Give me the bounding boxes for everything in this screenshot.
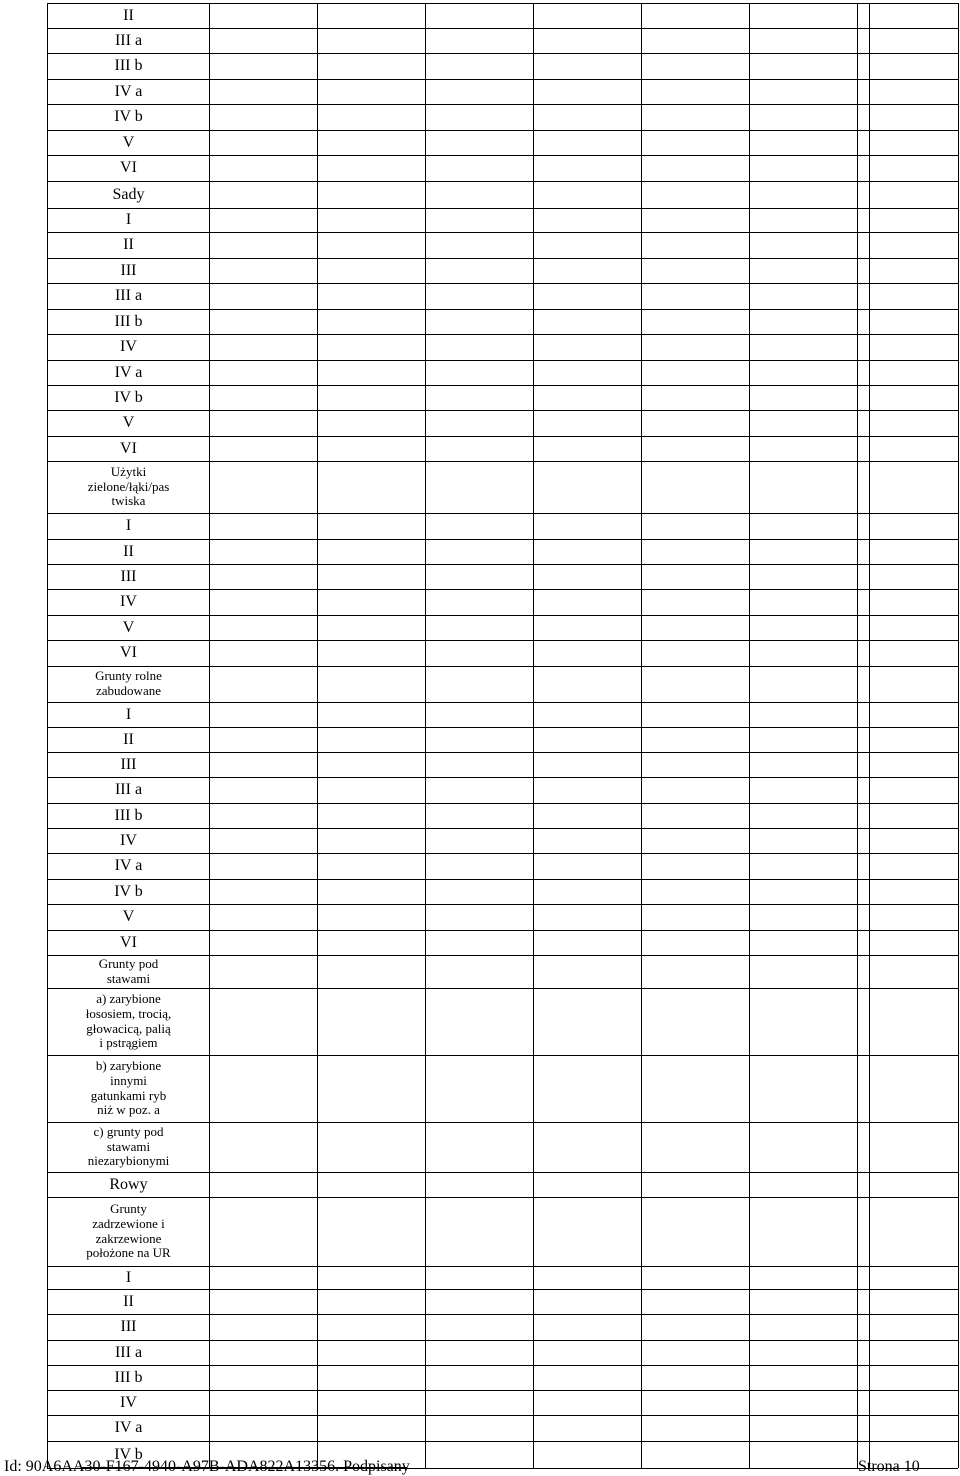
row-divider (47, 1314, 958, 1315)
row-label (48, 904, 209, 930)
row-label-line: III b (114, 57, 143, 75)
row-label-line: stawami (106, 1138, 151, 1154)
row-label-line: IV a (114, 363, 143, 381)
row-divider (47, 208, 958, 209)
row-divider (47, 615, 958, 616)
row-label (48, 1314, 209, 1340)
row-divider (47, 309, 958, 310)
row-label (48, 1122, 209, 1172)
row-label-line: VI (120, 644, 137, 662)
row-label (48, 589, 209, 615)
row-label (48, 752, 209, 777)
row-label (48, 1055, 209, 1122)
row-divider (47, 513, 958, 514)
row-label-line: stawami (106, 970, 151, 986)
row-label (48, 104, 209, 130)
row-divider (47, 702, 958, 703)
page-number: Strona 10 (858, 1458, 920, 1475)
row-label-line: twiska (111, 493, 146, 509)
row-label (48, 410, 209, 436)
row-divider (47, 1197, 958, 1198)
column-divider (641, 3, 642, 1468)
row-label (48, 1390, 209, 1415)
row-label-line: IV a (114, 857, 143, 875)
row-label (48, 615, 209, 640)
row-label-line: III b (114, 806, 143, 824)
row-divider (47, 1289, 958, 1290)
row-label (48, 79, 209, 104)
row-label-line: Rowy (109, 1175, 148, 1193)
row-label-line: III (120, 755, 137, 773)
row-label (48, 130, 209, 155)
row-label (48, 309, 209, 334)
row-label-line: II (123, 1292, 134, 1310)
row-divider (47, 1390, 958, 1391)
row-label-line: Sady (112, 185, 145, 203)
row-label-line: III b (114, 312, 143, 330)
row-label-line: VI (120, 159, 137, 177)
row-divider (47, 410, 958, 411)
row-divider (47, 3, 958, 4)
row-label (48, 727, 209, 752)
row-divider (47, 828, 958, 829)
row-label (48, 955, 209, 988)
row-label-line: zadrzewione i (92, 1215, 165, 1231)
column-divider (47, 3, 48, 1468)
row-label (48, 640, 209, 666)
row-label-line: III (120, 1318, 137, 1336)
row-label-line: I (125, 1268, 132, 1286)
column-divider (425, 3, 426, 1468)
row-label (48, 385, 209, 410)
row-label (48, 702, 209, 727)
row-label-line: V (122, 908, 135, 926)
row-divider (47, 564, 958, 565)
row-divider (47, 777, 958, 778)
column-divider (209, 3, 210, 1468)
row-label-line: II (123, 6, 134, 24)
row-divider (47, 258, 958, 259)
row-label-line: IV (120, 338, 137, 356)
row-label-line: IV (120, 1393, 137, 1411)
row-label-line: głowacicą, palią (86, 1020, 171, 1036)
row-divider (47, 853, 958, 854)
row-label-line: gatunkami ryb (90, 1087, 167, 1103)
row-label (48, 360, 209, 385)
row-divider (47, 334, 958, 335)
row-label-line: IV b (114, 108, 143, 126)
row-label (48, 1197, 209, 1266)
row-label-line: V (122, 414, 135, 432)
row-label-line: położone na UR (86, 1245, 171, 1261)
row-label (48, 988, 209, 1055)
row-label (48, 513, 209, 539)
row-divider (47, 640, 958, 641)
row-label-line: IV (120, 593, 137, 611)
column-divider (869, 3, 870, 1468)
row-label-line: III b (114, 1368, 143, 1386)
row-label (48, 930, 209, 955)
row-divider (47, 1172, 958, 1173)
row-label (48, 853, 209, 879)
row-label-line: I (125, 517, 132, 535)
row-divider (47, 385, 958, 386)
row-divider (47, 461, 958, 462)
row-label-line: niezarybionymi (87, 1153, 170, 1169)
row-divider (47, 130, 958, 131)
row-divider (47, 1340, 958, 1341)
row-label-line: zabudowane (96, 683, 161, 698)
row-label-line: VI (120, 933, 137, 951)
row-label-line: III a (114, 781, 143, 799)
row-divider (47, 1415, 958, 1416)
row-label-line: III a (114, 31, 143, 49)
row-divider (47, 904, 958, 905)
row-divider (47, 1055, 958, 1056)
row-label-line: II (123, 236, 134, 254)
row-divider (47, 104, 958, 105)
row-divider (47, 1365, 958, 1366)
row-label-line: zielone/łąki/pas (87, 478, 170, 494)
row-divider (47, 181, 958, 182)
row-divider (47, 155, 958, 156)
column-divider (749, 3, 750, 1468)
row-divider (47, 232, 958, 233)
row-label-line: V (122, 618, 135, 636)
row-divider (47, 752, 958, 753)
row-label-line: II (123, 542, 134, 560)
row-label (48, 258, 209, 283)
row-label-line: I (125, 705, 132, 723)
row-divider (47, 1122, 958, 1123)
row-label (48, 1415, 209, 1441)
row-label (48, 181, 209, 208)
row-divider (47, 930, 958, 931)
row-label (48, 461, 209, 513)
row-label-line: Grunty pod (98, 955, 159, 971)
row-label (48, 564, 209, 589)
row-label-line: IV (120, 831, 137, 849)
row-label (48, 1172, 209, 1197)
row-divider (47, 1441, 958, 1442)
row-divider (47, 803, 958, 804)
row-label (48, 539, 209, 564)
row-divider (47, 436, 958, 437)
row-label-line: II (123, 730, 134, 748)
row-label-line: Grunty rolne (95, 668, 162, 684)
row-label-line: Grunty (110, 1201, 147, 1217)
row-divider (47, 879, 958, 880)
row-label (48, 803, 209, 828)
column-divider (317, 3, 318, 1468)
row-label-line: III a (114, 1343, 143, 1361)
row-label-line: a) zarybione (96, 991, 161, 1007)
row-label (48, 1289, 209, 1314)
row-label-line: IV b (114, 1445, 143, 1463)
row-divider (47, 955, 958, 956)
column-divider (958, 3, 959, 1468)
row-label (48, 1365, 209, 1390)
row-label (48, 3, 209, 28)
footer-strike-line (81, 1467, 407, 1468)
row-divider (47, 28, 958, 29)
row-label-line: c) grunty pod (93, 1124, 164, 1140)
row-label-line: zakrzewione (95, 1230, 162, 1246)
row-label-line: IV b (114, 882, 143, 900)
row-label-line: Użytki (110, 464, 147, 480)
row-label (48, 1266, 209, 1289)
row-label-line: III a (114, 287, 143, 305)
row-label (48, 28, 209, 53)
row-label-line: b) zarybione (95, 1058, 162, 1074)
row-label (48, 436, 209, 461)
row-label-line: łososiem, trocią, (85, 1005, 172, 1021)
row-label (48, 283, 209, 309)
row-label (48, 208, 209, 232)
row-label (48, 334, 209, 360)
row-divider (47, 666, 958, 667)
row-label-line: V (122, 133, 135, 151)
column-divider (857, 3, 858, 1468)
row-label-line: IV a (114, 82, 143, 100)
row-label (48, 1340, 209, 1365)
row-divider (47, 283, 958, 284)
row-label-line: I (125, 211, 132, 229)
row-divider (47, 53, 958, 54)
row-label (48, 53, 209, 79)
row-divider (47, 727, 958, 728)
document-id: Id: 90A6AA30-F167-4940-A97B-ADA822A13356. Podpisany (4, 1458, 410, 1475)
row-label (48, 828, 209, 853)
row-divider (47, 589, 958, 590)
row-label-line: IV b (114, 388, 143, 406)
row-label-line: i pstrągiem (99, 1035, 158, 1051)
row-label-line: III (120, 567, 137, 585)
row-divider (47, 79, 958, 80)
column-divider (533, 3, 534, 1468)
row-divider (47, 1266, 958, 1267)
row-label-line: III (120, 261, 137, 279)
row-label (48, 666, 209, 702)
row-label (48, 155, 209, 181)
row-label-line: niż w poz. a (97, 1102, 160, 1118)
row-label-line: VI (120, 439, 137, 457)
row-label-line: IV a (114, 1419, 143, 1437)
row-label (48, 232, 209, 258)
row-divider (47, 539, 958, 540)
page-footer (0, 1457, 960, 1476)
row-divider (47, 988, 958, 989)
row-label-line: innymi (110, 1072, 147, 1088)
row-label (48, 777, 209, 803)
row-divider (47, 360, 958, 361)
row-label (48, 879, 209, 904)
